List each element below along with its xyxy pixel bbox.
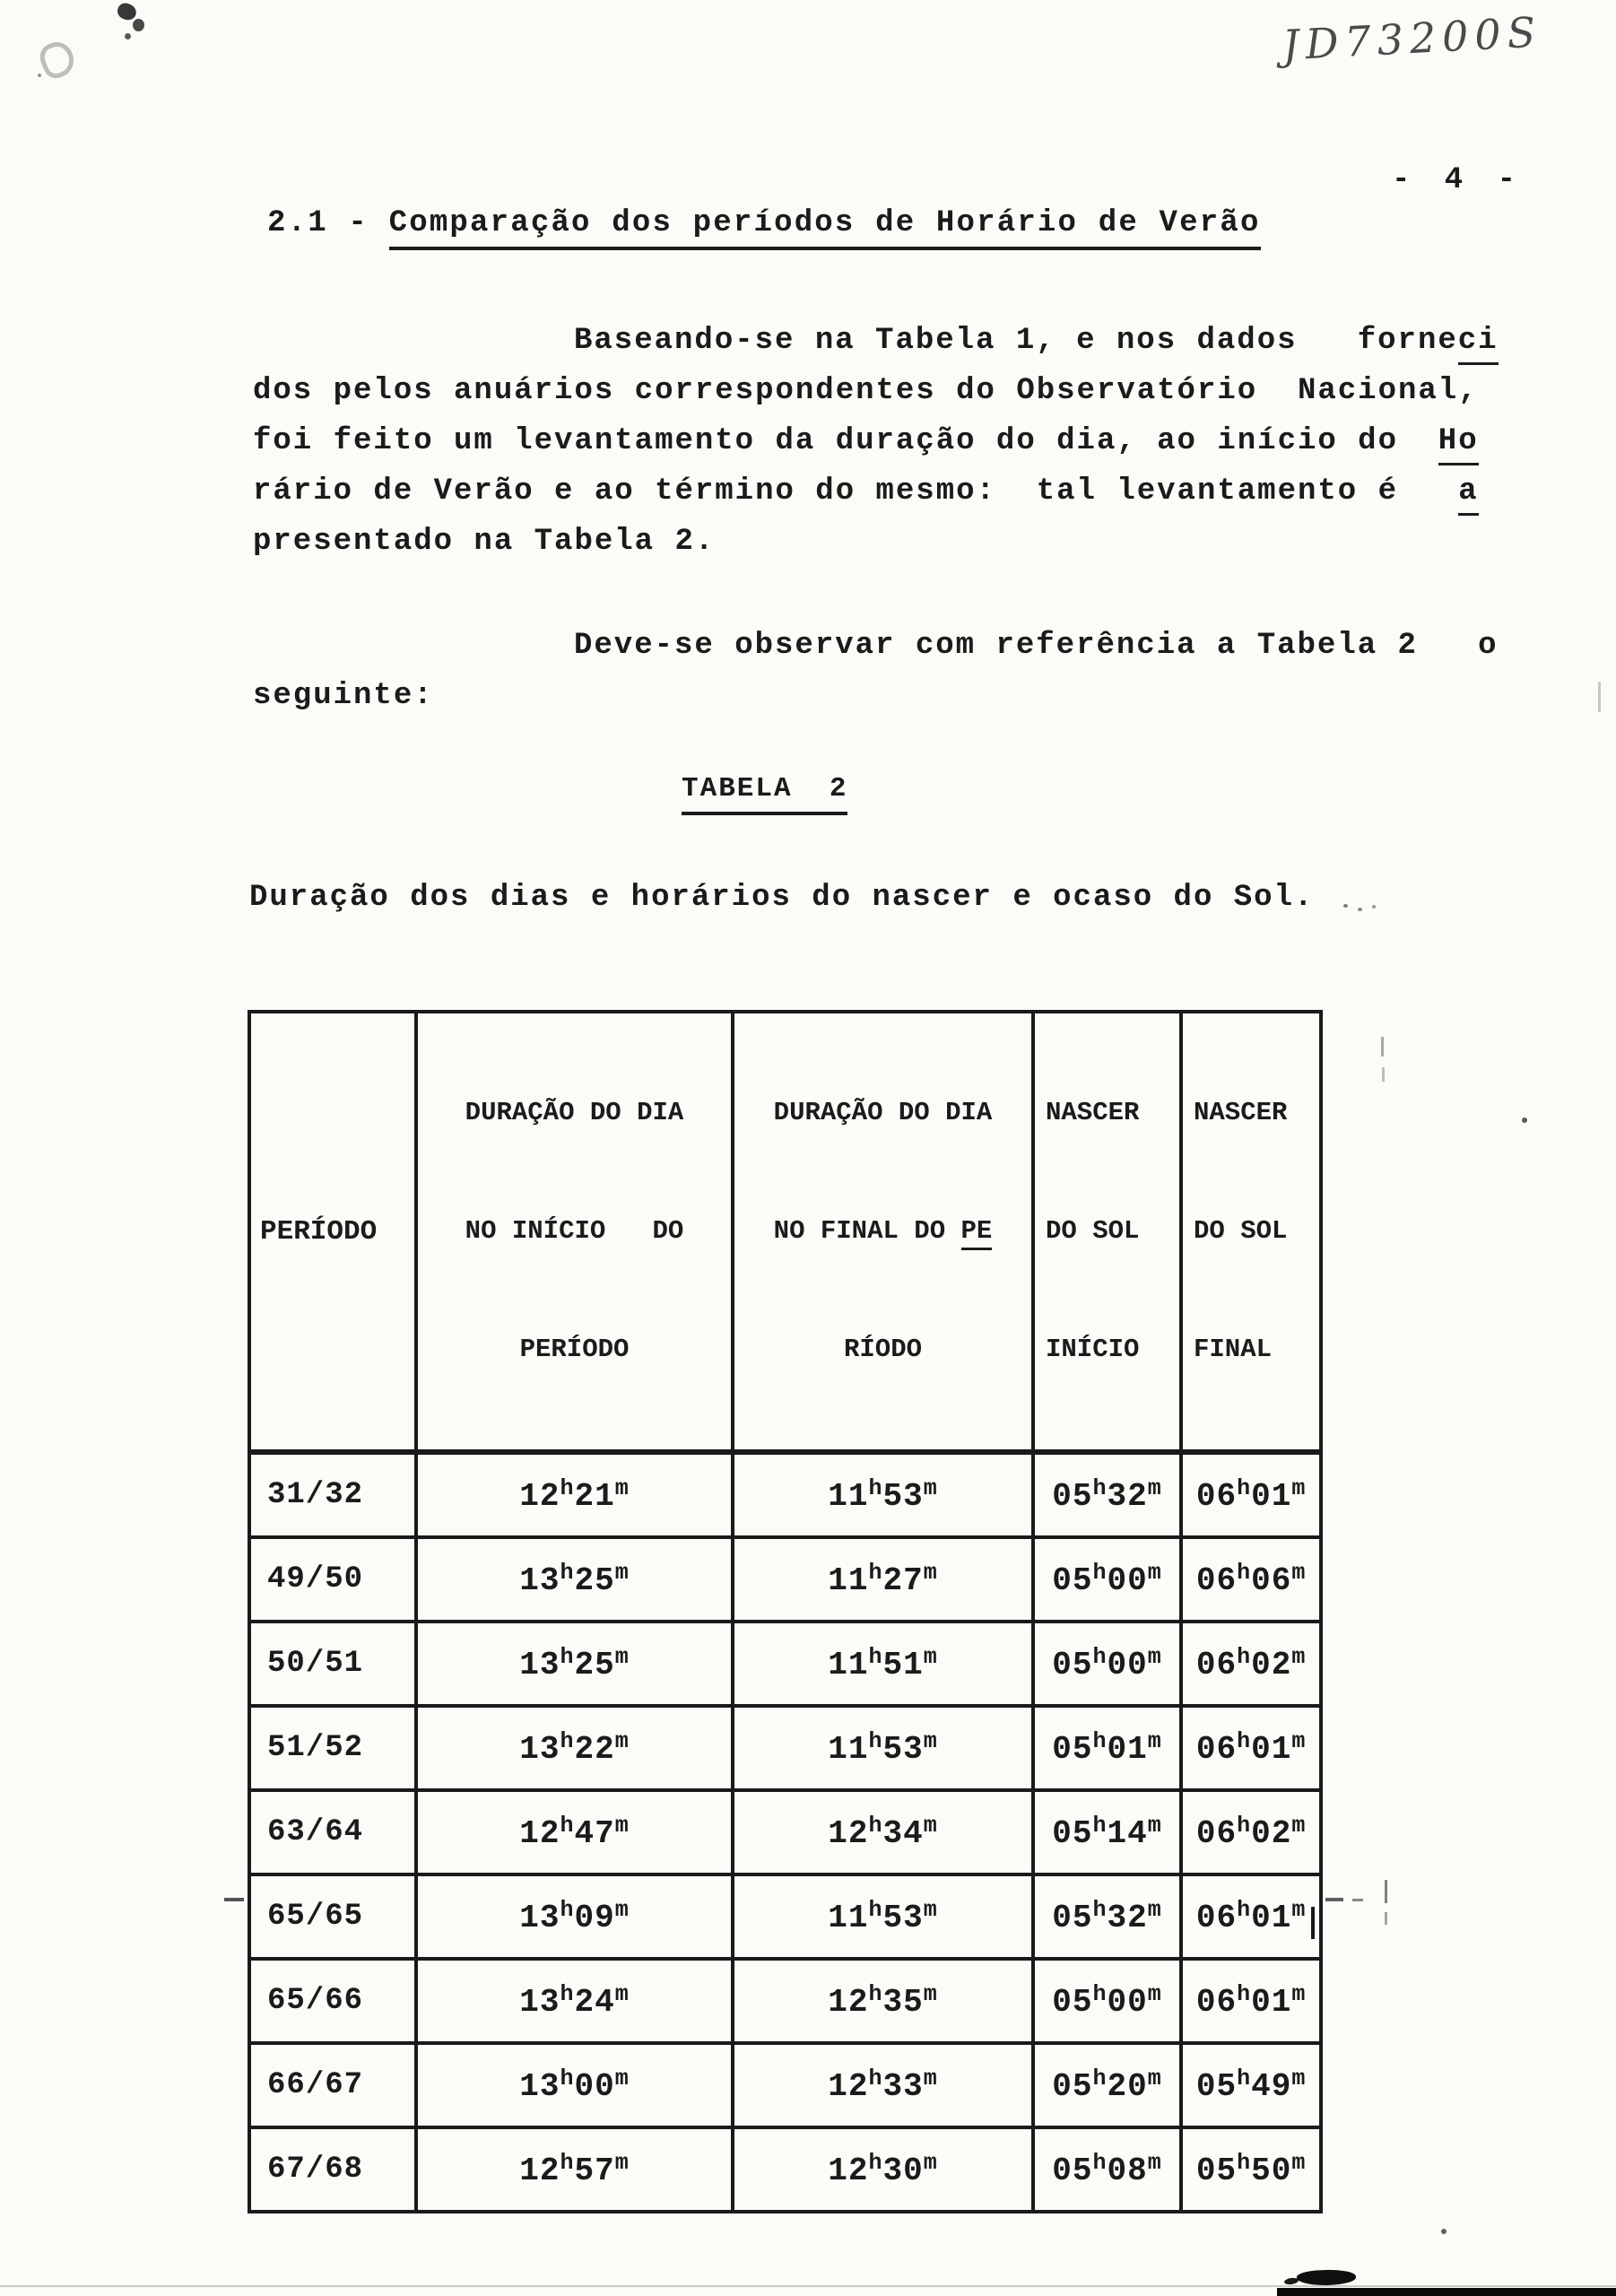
table-line-stub xyxy=(248,1907,251,1941)
hour-unit: h xyxy=(1237,1644,1252,1670)
sunrise-start-cell xyxy=(1033,1706,1181,1790)
duration-end-cell xyxy=(733,1790,1033,1874)
minute-unit: m xyxy=(1291,1644,1307,1670)
duration-end-cell xyxy=(733,1622,1033,1706)
period-cell: 63/64 xyxy=(249,1790,416,1874)
sunrise-start-cell xyxy=(1033,2127,1181,2212)
table-header-row xyxy=(249,1012,1321,1452)
mm: 34 xyxy=(882,1815,924,1852)
minute-unit: m xyxy=(614,1728,630,1754)
hh: 12 xyxy=(828,1815,869,1852)
hour-unit: h xyxy=(868,1644,883,1670)
sunrise-start-cell xyxy=(1033,1790,1181,1874)
scan-mark xyxy=(1598,682,1601,712)
hyphen-syllable: a xyxy=(1458,474,1478,516)
hh: 12 xyxy=(519,1815,560,1852)
minute-unit: m xyxy=(1147,1644,1162,1670)
period-cell: 31/32 xyxy=(249,1452,416,1537)
minute-unit: m xyxy=(1147,1560,1162,1586)
minute-unit: m xyxy=(1147,1897,1162,1923)
duration-end-cell xyxy=(733,2043,1033,2127)
section-title: Comparação dos períodos de Horário de Verão xyxy=(389,206,1261,250)
hour-unit: h xyxy=(868,1728,883,1754)
sunrise-end-cell xyxy=(1181,1452,1321,1537)
sunrise-start-cell xyxy=(1033,2043,1181,2127)
minute-unit: m xyxy=(923,2150,938,2176)
period-cell: 65/66 xyxy=(249,1959,416,2043)
header-nascer-inicio: NASCER DO SOL INÍCIO xyxy=(1033,1012,1181,1452)
mm: 25 xyxy=(574,1647,615,1683)
tabela-2 xyxy=(248,1010,1323,2213)
minute-unit: m xyxy=(614,2150,630,2176)
minute-unit: m xyxy=(614,1644,630,1670)
sunrise-end-cell xyxy=(1181,1959,1321,2043)
hour-unit: h xyxy=(1092,1813,1108,1839)
scan-mark xyxy=(1352,1899,1363,1901)
hour-unit: h xyxy=(1092,1728,1108,1754)
hh: 05 xyxy=(1052,2152,1093,2189)
minute-unit: m xyxy=(1147,2066,1162,2092)
table-row xyxy=(249,1537,1321,1622)
hh: 12 xyxy=(519,2152,560,2189)
mm: 21 xyxy=(574,1478,615,1515)
hour-unit: h xyxy=(560,1897,575,1923)
hour-unit: h xyxy=(1092,2066,1108,2092)
scan-mark xyxy=(1385,1880,1387,1903)
hh: 12 xyxy=(519,1478,560,1515)
hour-unit: h xyxy=(1237,1813,1252,1839)
sunrise-end-cell xyxy=(1181,1622,1321,1706)
hh: 05 xyxy=(1052,1647,1093,1683)
table-line-stub xyxy=(1031,1907,1035,1937)
mm: 27 xyxy=(882,1562,924,1599)
hh: 05 xyxy=(1052,1562,1093,1599)
scan-mark xyxy=(1372,905,1376,909)
mm: 00 xyxy=(1107,1647,1148,1683)
duration-start-cell xyxy=(416,1874,733,1959)
header-duracao-final: DURAÇÃO DO DIA NO FINAL DO PE RÍODO xyxy=(733,1012,1033,1452)
ink-speck xyxy=(38,74,41,77)
mm: 00 xyxy=(574,2068,615,2105)
minute-unit: m xyxy=(1291,1475,1307,1501)
hour-unit: h xyxy=(1092,1475,1108,1501)
hh: 13 xyxy=(519,1984,560,2021)
duration-start-cell xyxy=(416,1959,733,2043)
mm: 06 xyxy=(1251,1562,1292,1599)
scan-mark xyxy=(1522,1118,1527,1123)
hour-unit: h xyxy=(560,2150,575,2176)
minute-unit: m xyxy=(923,2066,938,2092)
period-cell: 51/52 xyxy=(249,1706,416,1790)
scan-mark xyxy=(1385,1912,1387,1925)
ink-blot xyxy=(133,19,144,31)
table-row xyxy=(249,2043,1321,2127)
table-row xyxy=(249,1959,1321,2043)
duration-end-cell xyxy=(733,1452,1033,1537)
scan-mark xyxy=(1382,1067,1385,1082)
hour-unit: h xyxy=(868,2066,883,2092)
mm: 30 xyxy=(882,2152,924,2189)
handwritten-code: JD73200S xyxy=(1281,7,1543,70)
duration-end-cell xyxy=(733,1959,1033,2043)
table-line-stub xyxy=(731,1907,734,1939)
scan-mark xyxy=(1325,1898,1343,1901)
sunrise-end-cell xyxy=(1181,1537,1321,1622)
scan-edge-line xyxy=(0,2285,1616,2287)
hour-unit: h xyxy=(1237,1560,1252,1586)
sunrise-start-cell xyxy=(1033,1537,1181,1622)
hour-unit: h xyxy=(1092,1644,1108,1670)
mm: 57 xyxy=(574,2152,615,2189)
table-line-stub xyxy=(414,1907,418,1937)
hour-unit: h xyxy=(868,1813,883,1839)
hour-unit: h xyxy=(560,1475,575,1501)
hh: 11 xyxy=(828,1478,869,1515)
hh: 06 xyxy=(1195,1562,1238,1599)
minute-unit: m xyxy=(1291,1813,1307,1839)
hh: 11 xyxy=(828,1900,869,1936)
hh: 05 xyxy=(1052,1984,1093,2021)
hyphen-syllable: ci xyxy=(1458,324,1499,365)
mm: 22 xyxy=(574,1731,615,1768)
duration-start-cell xyxy=(416,1622,733,1706)
hh: 06 xyxy=(1195,1815,1238,1852)
hyphen-syllable: PE xyxy=(961,1216,993,1250)
mm: 47 xyxy=(574,1815,615,1852)
hour-unit: h xyxy=(1092,1981,1108,2007)
mm: 02 xyxy=(1251,1815,1292,1852)
mm: 02 xyxy=(1251,1647,1292,1683)
minute-unit: m xyxy=(614,1475,630,1501)
text-line: seguinte: xyxy=(253,679,434,713)
text-line: Deve-se observar com referência a Tabela 2 o xyxy=(574,629,1499,663)
mm: 53 xyxy=(882,1731,924,1768)
mm: 32 xyxy=(1107,1900,1148,1936)
scan-mark xyxy=(1381,1037,1384,1057)
hour-unit: h xyxy=(868,1897,883,1923)
minute-unit: m xyxy=(1291,1897,1307,1923)
ink-blot xyxy=(125,33,131,39)
hh: 11 xyxy=(828,1647,869,1683)
section-heading xyxy=(267,206,1261,240)
minute-unit: m xyxy=(1291,1981,1307,2007)
mm: 00 xyxy=(1107,1984,1148,2021)
hh: 05 xyxy=(1052,1478,1093,1515)
mm: 53 xyxy=(882,1478,924,1515)
header-nascer-final: NASCER DO SOL FINAL xyxy=(1181,1012,1321,1452)
sunrise-end-cell xyxy=(1181,2043,1321,2127)
hour-unit: h xyxy=(1237,1897,1252,1923)
table-line-stub xyxy=(1311,1907,1315,1939)
duration-end-cell xyxy=(733,1706,1033,1790)
table-row xyxy=(249,1790,1321,1874)
mm: 25 xyxy=(574,1562,615,1599)
hh: 06 xyxy=(1195,1984,1238,2021)
period-cell: 50/51 xyxy=(249,1622,416,1706)
header-duracao-inicio: DURAÇÃO DO DIA NO INÍCIO DO PERÍODO xyxy=(416,1012,733,1452)
ink-smudge xyxy=(1297,2269,1357,2286)
minute-unit: m xyxy=(923,1897,938,1923)
minute-unit: m xyxy=(1291,1728,1307,1754)
sunrise-start-cell xyxy=(1033,1959,1181,2043)
hh: 11 xyxy=(828,1731,869,1768)
hh: 06 xyxy=(1195,1647,1238,1683)
table-row xyxy=(249,1622,1321,1706)
header-periodo: PERÍODO xyxy=(249,1012,416,1452)
duration-start-cell xyxy=(416,2043,733,2127)
minute-unit: m xyxy=(1291,1560,1307,1586)
table-row xyxy=(249,1452,1321,1537)
hh: 05 xyxy=(1052,2068,1093,2105)
hh: 05 xyxy=(1195,2152,1238,2189)
hh: 12 xyxy=(828,2152,869,2189)
sunrise-start-cell xyxy=(1033,1874,1181,1959)
minute-unit: m xyxy=(614,1560,630,1586)
sunrise-end-cell xyxy=(1181,1790,1321,1874)
mm: 14 xyxy=(1107,1815,1148,1852)
hour-unit: h xyxy=(868,1475,883,1501)
section-number: 2.1 - xyxy=(267,206,389,240)
scan-mark xyxy=(1358,908,1362,911)
duration-start-cell xyxy=(416,1706,733,1790)
text-line: presentado na Tabela 2. xyxy=(253,525,716,559)
hour-unit: h xyxy=(560,1728,575,1754)
hh: 13 xyxy=(519,1647,560,1683)
minute-unit: m xyxy=(1291,2150,1307,2176)
duration-start-cell xyxy=(416,1452,733,1537)
duration-end-cell xyxy=(733,2127,1033,2212)
ink-smudge xyxy=(1284,2277,1299,2285)
hh: 13 xyxy=(519,1900,560,1936)
hh: 05 xyxy=(1195,2068,1238,2105)
hour-unit: h xyxy=(1237,2066,1252,2092)
minute-unit: m xyxy=(1147,1813,1162,1839)
table-title: TABELA 2 xyxy=(682,773,847,804)
mm: 35 xyxy=(882,1984,924,2021)
hh: 05 xyxy=(1052,1731,1093,1768)
table-row xyxy=(249,1706,1321,1790)
minute-unit: m xyxy=(1147,1475,1162,1501)
minute-unit: m xyxy=(614,1981,630,2007)
hour-unit: h xyxy=(1092,1897,1108,1923)
duration-start-cell xyxy=(416,1790,733,1874)
mm: 01 xyxy=(1251,1984,1292,2021)
duration-start-cell xyxy=(416,2127,733,2212)
mm: 01 xyxy=(1251,1478,1292,1515)
period-cell: 66/67 xyxy=(249,2043,416,2127)
hour-unit: h xyxy=(1092,2150,1108,2176)
minute-unit: m xyxy=(923,1981,938,2007)
mm: 08 xyxy=(1107,2152,1148,2189)
hour-unit: h xyxy=(868,2150,883,2176)
duration-end-cell xyxy=(733,1537,1033,1622)
mm: 01 xyxy=(1251,1900,1292,1936)
hour-unit: h xyxy=(560,1813,575,1839)
hh: 05 xyxy=(1052,1815,1093,1852)
table-row xyxy=(249,1874,1321,1959)
minute-unit: m xyxy=(614,1813,630,1839)
hh: 11 xyxy=(828,1562,869,1599)
hh: 12 xyxy=(828,2068,869,2105)
mm: 51 xyxy=(882,1647,924,1683)
ink-smudge xyxy=(36,38,79,83)
minute-unit: m xyxy=(1291,2066,1307,2092)
hour-unit: h xyxy=(1237,2150,1252,2176)
period-cell: 67/68 xyxy=(249,2127,416,2212)
hour-unit: h xyxy=(560,1644,575,1670)
text-line: foi feito um levantamento da duração do dia, ao início do Ho xyxy=(253,416,1499,466)
table-caption: Duração dos dias e horários do nascer e ocaso do Sol. xyxy=(249,881,1315,915)
mm: 01 xyxy=(1251,1731,1292,1768)
hour-unit: h xyxy=(868,1560,883,1586)
sunrise-end-cell xyxy=(1181,2127,1321,2212)
mm: 09 xyxy=(574,1900,615,1936)
table-line-stub xyxy=(1179,1907,1183,1935)
scan-mark xyxy=(1343,904,1348,908)
sunrise-start-cell xyxy=(1033,1452,1181,1537)
hour-unit: h xyxy=(1092,1560,1108,1586)
duration-end-cell xyxy=(733,1874,1033,1959)
hh: 06 xyxy=(1195,1731,1238,1768)
mm: 50 xyxy=(1251,2152,1292,2189)
hour-unit: h xyxy=(560,1560,575,1586)
mm: 24 xyxy=(574,1984,615,2021)
period-cell: 49/50 xyxy=(249,1537,416,1622)
sunrise-end-cell xyxy=(1181,1874,1321,1959)
hh: 13 xyxy=(519,1731,560,1768)
paragraph-1 xyxy=(253,316,1499,567)
minute-unit: m xyxy=(923,1813,938,1839)
sunrise-end-cell xyxy=(1181,1706,1321,1790)
text-line: dos pelos anuários correspondentes do Observatório Nacional, xyxy=(253,374,1479,408)
minute-unit: m xyxy=(923,1728,938,1754)
minute-unit: m xyxy=(923,1644,938,1670)
hh: 12 xyxy=(828,1984,869,2021)
hour-unit: h xyxy=(560,1981,575,2007)
minute-unit: m xyxy=(923,1560,938,1586)
text-line: Baseando-se na Tabela 1, e nos dados forneci xyxy=(253,316,1499,366)
page-number: - 4 - xyxy=(1392,163,1525,197)
scan-edge-bar xyxy=(1277,2288,1616,2296)
minute-unit: m xyxy=(614,1897,630,1923)
mm: 00 xyxy=(1107,1562,1148,1599)
hour-unit: h xyxy=(560,2066,575,2092)
paragraph-2 xyxy=(253,621,1499,721)
mm: 53 xyxy=(882,1900,924,1936)
mm: 32 xyxy=(1107,1478,1148,1515)
hh: 05 xyxy=(1052,1900,1093,1936)
ink-smudge xyxy=(1441,2229,1447,2234)
mm: 49 xyxy=(1251,2068,1292,2105)
hh: 13 xyxy=(519,2068,560,2105)
hour-unit: h xyxy=(1237,1475,1252,1501)
period-cell: 65/65 xyxy=(249,1874,416,1959)
hh: 06 xyxy=(1195,1900,1238,1936)
sunrise-start-cell xyxy=(1033,1622,1181,1706)
hh: 13 xyxy=(519,1562,560,1599)
hour-unit: h xyxy=(1237,1728,1252,1754)
minute-unit: m xyxy=(1147,1728,1162,1754)
minute-unit: m xyxy=(1147,2150,1162,2176)
table-row xyxy=(249,2127,1321,2212)
minute-unit: m xyxy=(614,2066,630,2092)
minute-unit: m xyxy=(923,1475,938,1501)
text-line: rário de Verão e ao término do mesmo: tal levantamento é a xyxy=(253,466,1499,517)
hour-unit: h xyxy=(1237,1981,1252,2007)
minute-unit: m xyxy=(1147,1981,1162,2007)
hour-unit: h xyxy=(868,1981,883,2007)
mm: 20 xyxy=(1107,2068,1148,2105)
hyphen-syllable: Ho xyxy=(1438,424,1479,465)
duration-start-cell xyxy=(416,1537,733,1622)
mm: 01 xyxy=(1107,1731,1148,1768)
scan-mark xyxy=(224,1898,244,1901)
mm: 33 xyxy=(882,2068,924,2105)
hh: 06 xyxy=(1195,1478,1238,1515)
